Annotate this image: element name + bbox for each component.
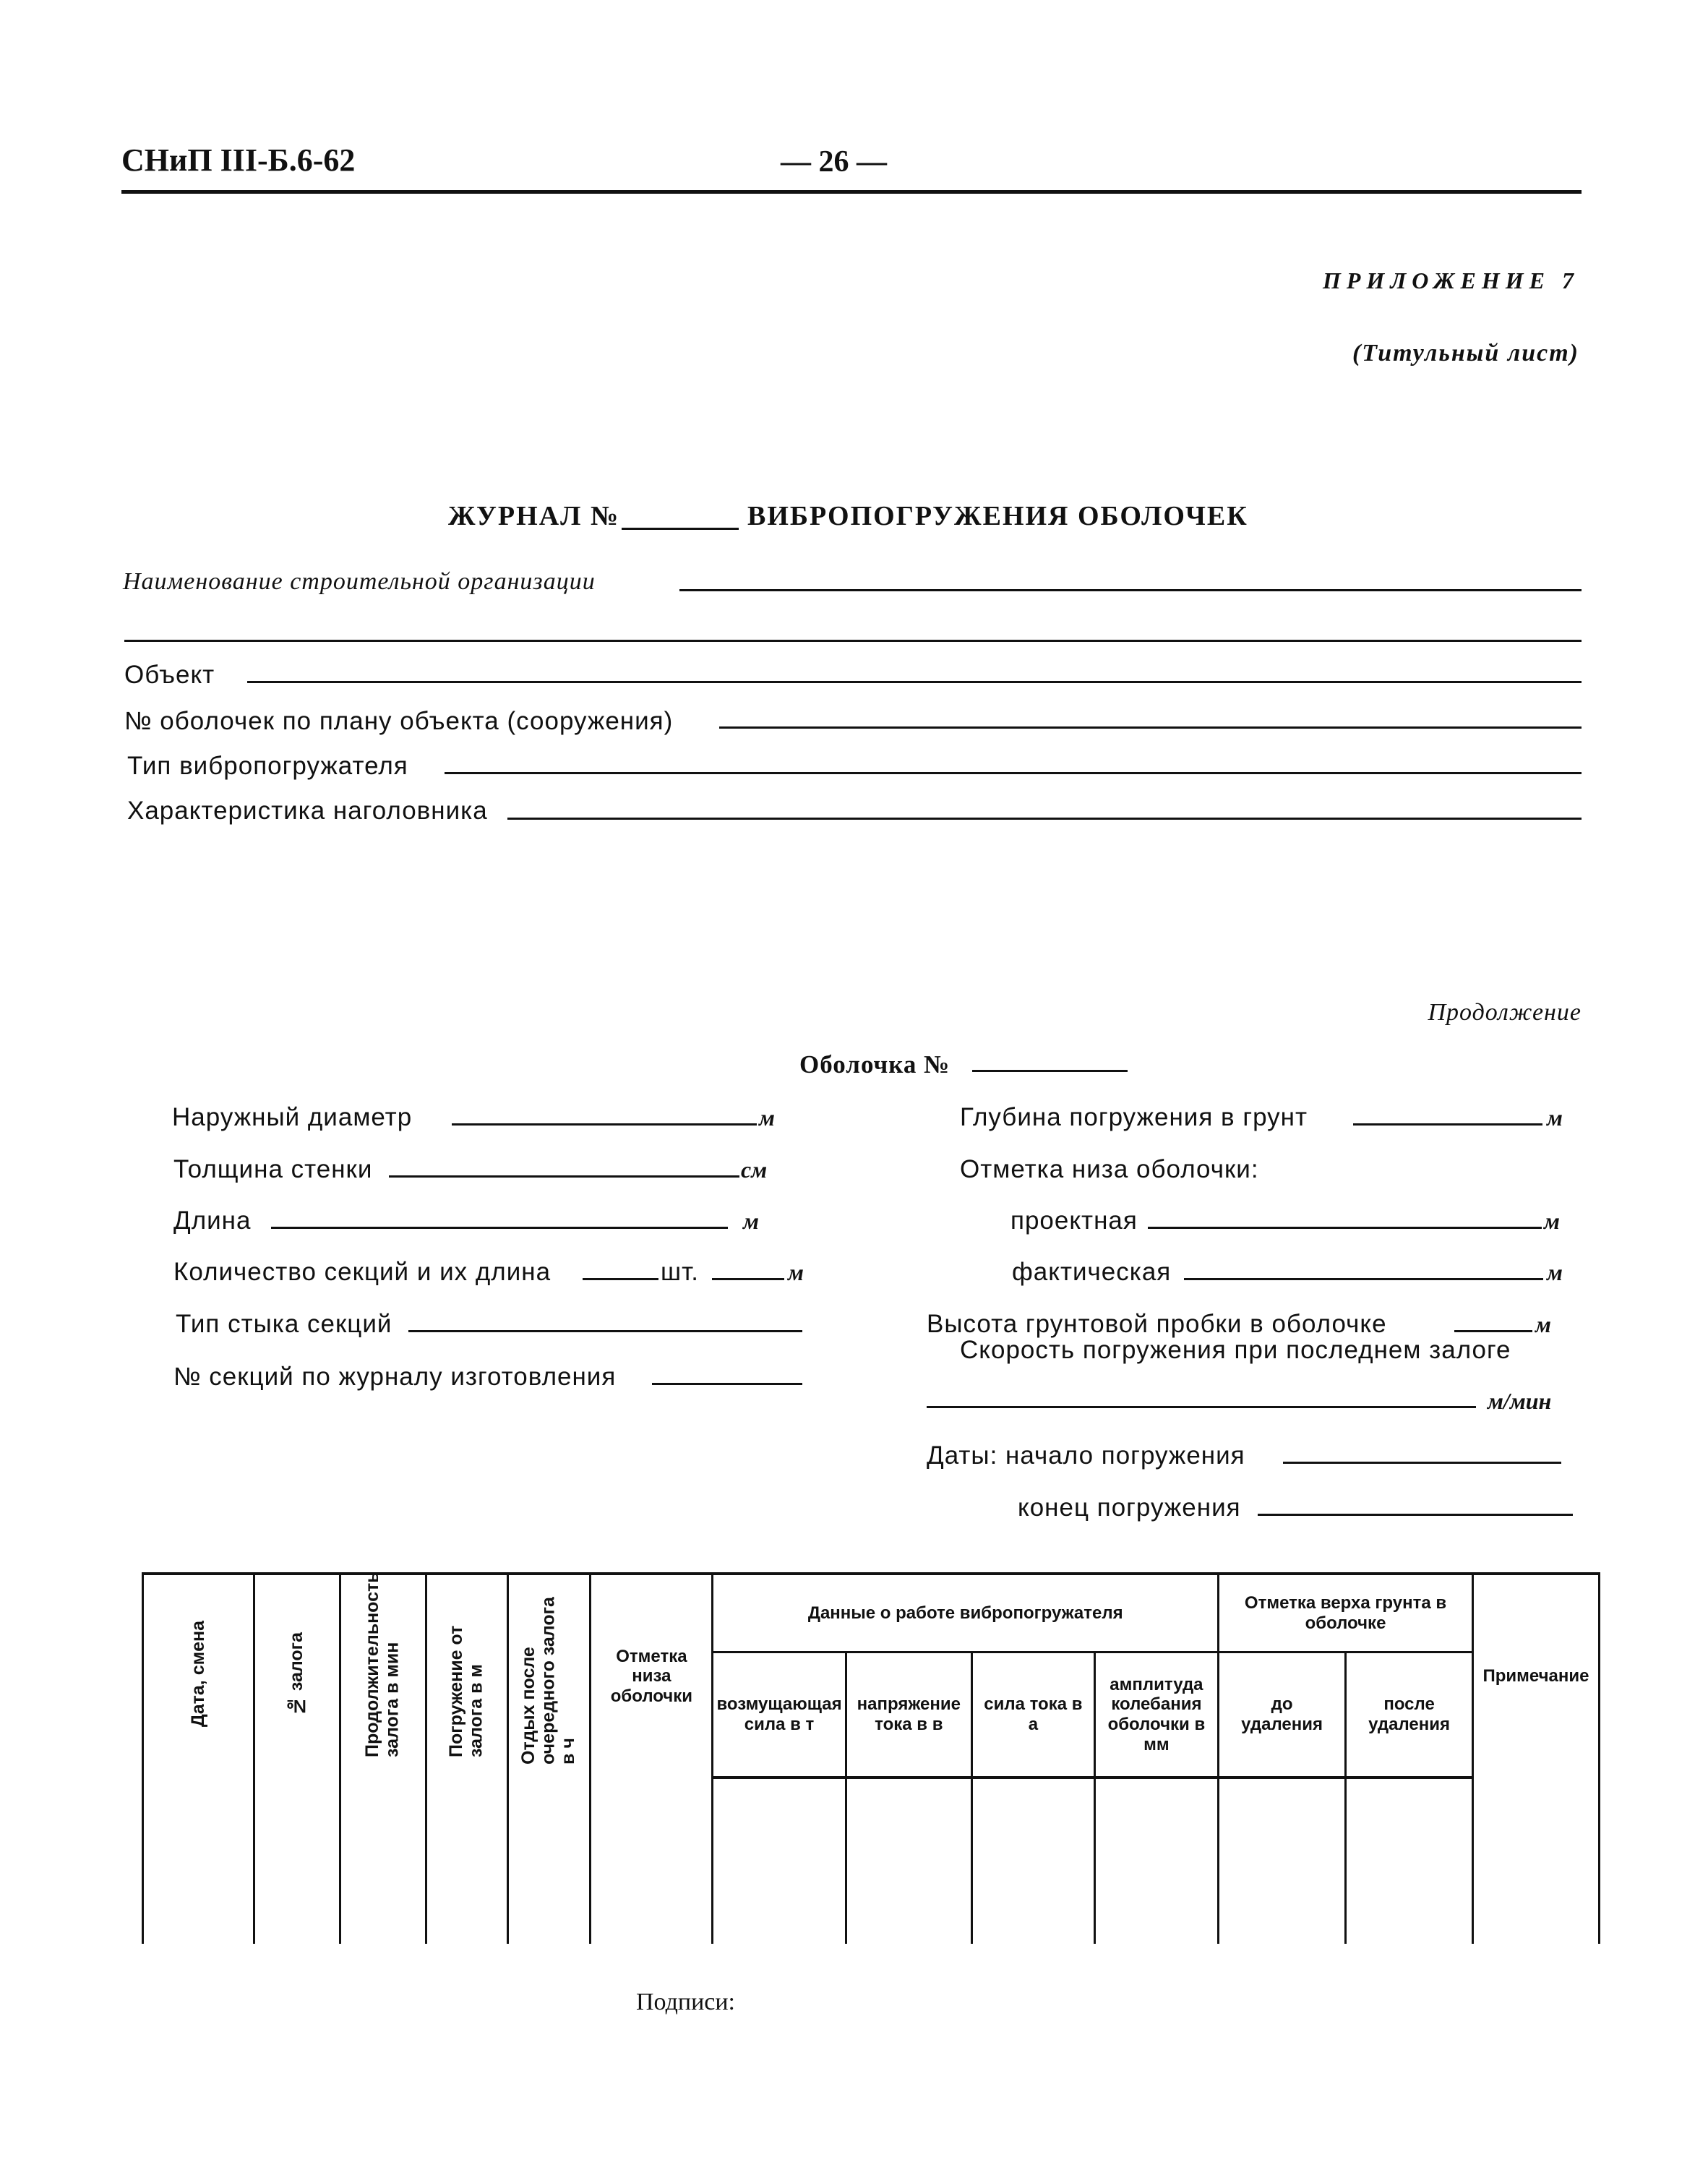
outer-diameter-label: Наружный диаметр xyxy=(172,1103,413,1131)
shells-plan-blank[interactable] xyxy=(719,726,1582,729)
col-force-header: возмущающая сила в т xyxy=(713,1652,846,1778)
speed-unit: м/мин xyxy=(1488,1388,1552,1414)
design-blank[interactable] xyxy=(1148,1227,1542,1229)
length-label: Длина xyxy=(173,1206,252,1235)
organization-label: Наименование строительной организации xyxy=(123,568,596,595)
sections-unit: м xyxy=(788,1259,804,1285)
sinking-log-table xyxy=(142,1572,1600,1944)
header-rule xyxy=(121,190,1582,194)
cell-date[interactable] xyxy=(143,1778,254,1944)
col-amplitude-header: амплитуда колебания оболочки в мм xyxy=(1094,1652,1218,1778)
cell-notes[interactable] xyxy=(1472,1778,1599,1944)
organization-blank-2[interactable] xyxy=(124,640,1582,642)
cell-current[interactable] xyxy=(971,1778,1094,1944)
col-stage-header: № залога xyxy=(254,1574,340,1778)
cell-sinking[interactable] xyxy=(426,1778,508,1944)
design-unit: м xyxy=(1544,1208,1560,1234)
soil-group-header: Отметка верха грунта в оболочке xyxy=(1219,1574,1473,1652)
actual-unit: м xyxy=(1547,1259,1563,1285)
vibrator-type-label: Тип вибропогружателя xyxy=(127,752,408,780)
depth-label: Глубина погружения в грунт xyxy=(960,1103,1308,1131)
cell-rest[interactable] xyxy=(508,1778,591,1944)
end-date-blank[interactable] xyxy=(1258,1514,1573,1516)
table-row xyxy=(143,1778,1600,1944)
col-rest-header: Отдых после очередного залога в ч xyxy=(508,1574,591,1778)
joint-type-label: Тип стыка секций xyxy=(176,1310,392,1338)
wall-thickness-unit: см xyxy=(741,1157,768,1183)
cell-before[interactable] xyxy=(1219,1778,1346,1944)
length-unit: м xyxy=(743,1208,759,1234)
document-code: СНиП III-Б.6-62 xyxy=(121,142,356,178)
organization-blank[interactable] xyxy=(679,589,1582,591)
col-bottom-header: Отметка низа оболочки xyxy=(591,1574,713,1778)
col-before-header: до удаления xyxy=(1219,1652,1346,1778)
cell-duration[interactable] xyxy=(340,1778,426,1944)
cell-bottom[interactable] xyxy=(591,1778,713,1944)
annex-label: ПРИЛОЖЕНИЕ 7 xyxy=(1322,267,1579,293)
object-blank[interactable] xyxy=(247,681,1582,683)
cap-spec-label: Характеристика наголовника xyxy=(127,797,488,825)
cell-voltage[interactable] xyxy=(846,1778,971,1944)
shell-number-label: Оболочка № xyxy=(799,1050,950,1079)
page-number: — 26 — xyxy=(781,145,887,179)
continuation-label: Продолжение xyxy=(1428,999,1582,1026)
speed-blank[interactable] xyxy=(927,1406,1476,1408)
shells-plan-label: № оболочек по плану объекта (сооружения) xyxy=(124,707,674,735)
sections-length-blank[interactable] xyxy=(712,1278,784,1280)
col-voltage-header: напряжение тока в в xyxy=(846,1652,971,1778)
start-date-blank[interactable] xyxy=(1283,1462,1561,1464)
end-date-label: конец погружения xyxy=(1018,1493,1241,1522)
cell-force[interactable] xyxy=(713,1778,846,1944)
sections-label: Количество секций и их длина xyxy=(173,1258,552,1286)
design-label: проектная xyxy=(1010,1206,1138,1235)
col-sinking-header: Погружение от залога в м xyxy=(426,1574,508,1778)
object-label: Объект xyxy=(124,661,215,689)
cell-stage[interactable] xyxy=(254,1778,340,1944)
section-numbers-blank[interactable] xyxy=(652,1383,802,1385)
actual-label: фактическая xyxy=(1012,1258,1172,1286)
speed-label: Скорость погружения при последнем залоге xyxy=(960,1336,1511,1364)
vibrator-type-blank[interactable] xyxy=(445,772,1582,774)
plug-height-blank[interactable] xyxy=(1454,1330,1532,1332)
signatures-label: Подписи: xyxy=(636,1989,735,2015)
wall-thickness-blank[interactable] xyxy=(389,1175,739,1178)
sections-pcs: шт. xyxy=(661,1258,699,1286)
depth-blank[interactable] xyxy=(1353,1123,1542,1126)
col-notes-header: Примечание xyxy=(1472,1574,1599,1778)
length-blank[interactable] xyxy=(271,1227,728,1229)
journal-title-suffix: ВИБРОПОГРУЖЕНИЯ ОБОЛОЧЕК xyxy=(747,501,1248,531)
outer-diameter-unit: м xyxy=(759,1105,775,1131)
shell-number-blank[interactable] xyxy=(972,1070,1128,1072)
vibrator-group-header: Данные о работе вибропогружателя xyxy=(713,1574,1219,1652)
outer-diameter-blank[interactable] xyxy=(452,1123,757,1126)
journal-title-prefix: ЖУРНАЛ № xyxy=(448,501,620,531)
col-after-header: после удаления xyxy=(1346,1652,1473,1778)
journal-number-blank[interactable] xyxy=(622,528,739,530)
sections-count-blank[interactable] xyxy=(583,1278,658,1280)
annex-subtitle: (Титульный лист) xyxy=(1352,340,1579,366)
cell-after[interactable] xyxy=(1346,1778,1473,1944)
section-numbers-label: № секций по журналу изготовления xyxy=(173,1363,617,1391)
depth-unit: м xyxy=(1547,1105,1563,1131)
plug-unit: м xyxy=(1535,1311,1551,1337)
actual-blank[interactable] xyxy=(1184,1278,1543,1280)
col-duration-header: Продолжительность залога в мин xyxy=(340,1574,426,1778)
col-current-header: сила тока в а xyxy=(971,1652,1094,1778)
col-date-header: Дата, смена xyxy=(143,1574,254,1778)
cap-spec-blank[interactable] xyxy=(507,818,1582,820)
cell-amplitude[interactable] xyxy=(1094,1778,1218,1944)
bottom-mark-label: Отметка низа оболочки: xyxy=(960,1155,1259,1183)
joint-type-blank[interactable] xyxy=(408,1330,802,1332)
plug-height-label: Высота грунтовой пробки в оболочке xyxy=(927,1310,1387,1338)
wall-thickness-label: Толщина стенки xyxy=(173,1155,373,1183)
start-date-label: Даты: начало погружения xyxy=(927,1441,1245,1470)
